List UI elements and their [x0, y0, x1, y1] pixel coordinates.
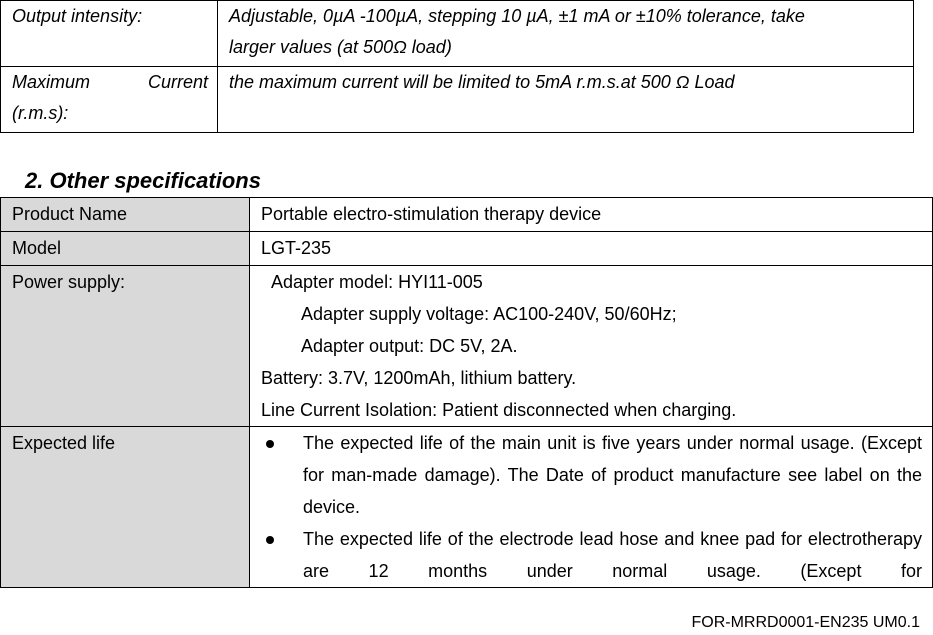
output-specs-table: [0, 0, 914, 133]
maximum-current-value: [218, 67, 914, 133]
adapter-output-text: Adapter output: DC 5V, 2A.: [301, 336, 518, 356]
power-supply-label: Power supply:: [1, 266, 250, 427]
maximum-current-label-line1: Maximum Current: [12, 72, 208, 92]
footer-document-code: FOR-MRRD0001-EN235 UM0.1: [691, 614, 920, 631]
output-intensity-value-line1: Adjustable, 0µA -100µA, stepping 10 µA, ±1 mA or ±10% tolerance, take: [229, 6, 805, 26]
adapter-model-text: Adapter model: HYI11-005: [271, 272, 483, 292]
expected-life-bullet2-text: The expected life of the electrode lead hose and knee pad for electrotherapy are 12 months under normal usage. (Except for: [303, 529, 922, 581]
table-row: [1, 198, 933, 232]
expected-life-label: Expected life: [1, 427, 250, 588]
expected-life-bullet1-text: The expected life of the main unit is five years under normal usage. (Except for man-made damage). The Date of product manufacture see label on the device.: [303, 433, 922, 517]
battery-text: Battery: 3.7V, 1200mAh, lithium battery.: [261, 368, 577, 388]
table-row: [1, 67, 914, 133]
bullet-icon: [266, 536, 274, 544]
product-name-label: Product Name: [1, 198, 250, 232]
model-label: Model: [1, 232, 250, 266]
table-row: [1, 427, 933, 588]
adapter-voltage-text: Adapter supply voltage: AC100-240V, 50/60Hz;: [301, 304, 677, 324]
bullet-icon: [266, 440, 274, 448]
list-item: [261, 427, 922, 523]
isolation-text: Line Current Isolation: Patient disconnected when charging.: [261, 400, 737, 420]
section-heading: 2. Other specifications: [25, 168, 261, 193]
power-supply-value: [250, 266, 933, 427]
expected-life-value: [250, 427, 933, 588]
product-name-value: Portable electro-stimulation therapy device: [250, 198, 933, 232]
output-intensity-value: [218, 1, 914, 67]
table-row: [1, 232, 933, 266]
table-row: [1, 266, 933, 427]
model-value: LGT-235: [250, 232, 933, 266]
table-row: [1, 1, 914, 67]
output-intensity-value-line2: larger values (at 500Ω load): [229, 37, 452, 57]
list-item: [261, 523, 922, 587]
maximum-current-label-line2: (r.m.s):: [12, 103, 69, 123]
maximum-current-label: [1, 67, 218, 133]
other-specs-table: [0, 197, 933, 588]
output-intensity-label-text: Output intensity:: [12, 6, 143, 26]
expected-life-list: [261, 427, 922, 587]
output-intensity-label: [1, 1, 218, 67]
maximum-current-value-text: the maximum current will be limited to 5mA r.m.s.at 500 Ω Load: [229, 72, 735, 92]
